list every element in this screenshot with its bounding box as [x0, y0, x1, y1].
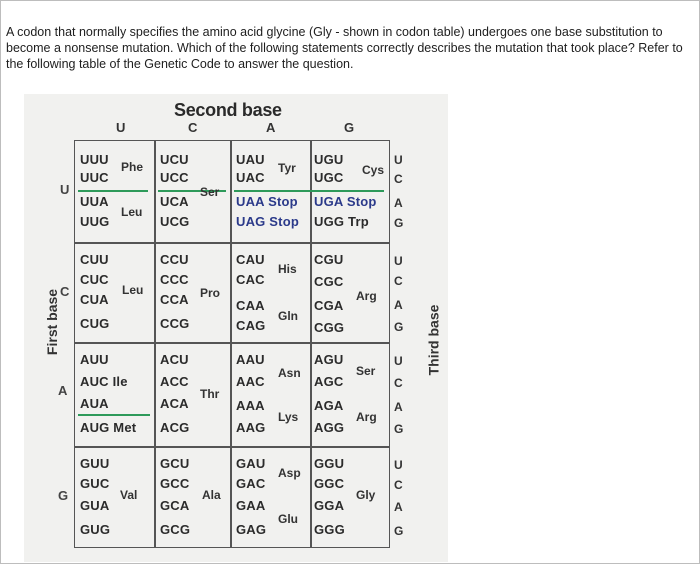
codon-ccc: CCC [160, 272, 189, 287]
codon-acc: ACC [160, 374, 189, 389]
codon-uau: UAU [236, 152, 265, 167]
codon-cca: CCA [160, 292, 189, 307]
codon-ucu: UCU [160, 152, 189, 167]
third-letter-g: G [394, 422, 404, 436]
codon-ggu: GGU [314, 456, 345, 471]
codon-uua: UUA [80, 194, 109, 209]
codon-uca: UCA [160, 194, 189, 209]
third-base-label: Third base [425, 304, 442, 376]
amino-acid-ser: Ser [200, 185, 220, 199]
codon-ccg: CCG [160, 316, 190, 331]
codon-cug: CUG [80, 316, 110, 331]
third-letter-a: A [394, 400, 403, 414]
codon-gcu: GCU [160, 456, 190, 471]
codon-uga-stop: UGA Stop [314, 194, 377, 209]
codon-uuc: UUC [80, 170, 109, 185]
amino-acid-arg: Arg [356, 410, 377, 424]
amino-acid-cys: Cys [362, 163, 385, 177]
codon-gac: GAC [236, 476, 266, 491]
codon-aua: AUA [80, 396, 109, 411]
codon-cau: CAU [236, 252, 265, 267]
codon-cuu: CUU [80, 252, 109, 267]
column-letter-a: A [266, 120, 276, 135]
amino-acid-ala: Ala [202, 488, 221, 502]
codon-ggg: GGG [314, 522, 345, 537]
codon-gug: GUG [80, 522, 111, 537]
codon-ugg-trp: UGG Trp [314, 214, 369, 229]
codon-auu: AUU [80, 352, 109, 367]
codon-gcc: GCC [160, 476, 190, 491]
amino-acid-tyr: Tyr [278, 161, 296, 175]
second-base-title: Second base [174, 100, 282, 120]
codon-uuu: UUU [80, 152, 109, 167]
codon-cga: CGA [314, 298, 344, 313]
third-letter-u: U [394, 458, 403, 472]
codon-caa: CAA [236, 298, 265, 313]
codon-cua: CUA [80, 292, 109, 307]
codon-cac: CAC [236, 272, 265, 287]
third-letter-c: C [394, 376, 403, 390]
codon-uac: UAC [236, 170, 265, 185]
codon-ugu: UGU [314, 152, 344, 167]
codon-aac: AAC [236, 374, 265, 389]
codon-ucc: UCC [160, 170, 189, 185]
third-letter-u: U [394, 354, 403, 368]
codon-uag-stop: UAG Stop [236, 214, 299, 229]
amino-acid-val: Val [120, 488, 138, 502]
codon-ggc: GGC [314, 476, 345, 491]
codon-guc: GUC [80, 476, 110, 491]
highlight-rule [78, 190, 148, 192]
amino-acid-phe: Phe [121, 160, 144, 174]
codon-ucg: UCG [160, 214, 190, 229]
codon-aag: AAG [236, 420, 266, 435]
grid-divider [230, 140, 232, 548]
codon-uug: UUG [80, 214, 110, 229]
amino-acid-asn: Asn [278, 366, 301, 380]
codon-aaa: AAA [236, 398, 265, 413]
amino-acid-glu: Glu [278, 512, 298, 526]
codon-gag: GAG [236, 522, 267, 537]
column-letter-c: C [188, 120, 198, 135]
grid-divider [154, 140, 156, 548]
first-base-label: First base [44, 288, 61, 356]
grid-divider [74, 242, 390, 244]
amino-acid-asp: Asp [278, 466, 301, 480]
codon-guu: GUU [80, 456, 110, 471]
codon-gaa: GAA [236, 498, 266, 513]
grid-divider [310, 140, 312, 548]
codon-agg: AGG [314, 420, 345, 435]
amino-acid-gln: Gln [278, 309, 298, 323]
column-letter-g: G [344, 120, 355, 135]
column-letter-u: U [116, 120, 126, 135]
amino-acid-ser: Ser [356, 364, 376, 378]
third-letter-c: C [394, 172, 403, 186]
codon-uaa-stop: UAA Stop [236, 194, 298, 209]
codon-auc-ile: AUC Ile [80, 374, 128, 389]
codon-cgg: CGG [314, 320, 345, 335]
row-letter-u: U [60, 182, 70, 197]
codon-agu: AGU [314, 352, 344, 367]
amino-acid-leu: Leu [121, 205, 143, 219]
codon-gca: GCA [160, 498, 190, 513]
codon-ugc: UGC [314, 170, 344, 185]
amino-acid-lys: Lys [278, 410, 299, 424]
third-letter-c: C [394, 274, 403, 288]
third-letter-u: U [394, 153, 403, 167]
third-letter-a: A [394, 298, 403, 312]
codon-acu: ACU [160, 352, 189, 367]
highlight-rule [234, 190, 384, 192]
codon-cgu: CGU [314, 252, 344, 267]
codon-aug-met: AUG Met [80, 420, 137, 435]
codon-gau: GAU [236, 456, 266, 471]
codon-aga: AGA [314, 398, 344, 413]
third-letter-a: A [394, 196, 403, 210]
codon-cuc: CUC [80, 272, 109, 287]
row-letter-c: C [60, 284, 70, 299]
amino-acid-gly: Gly [356, 488, 376, 502]
grid-divider [74, 446, 390, 448]
amino-acid-arg: Arg [356, 289, 377, 303]
amino-acid-leu: Leu [122, 283, 144, 297]
question-text: A codon that normally specifies the amino acid glycine (Gly - shown in codon table) undergoes one base substitution to become a nonsense mutation. Which of the following statements correctly describes the mutation that took place? Refer to the following table of the Genetic Code to answer the question. [6, 25, 683, 71]
third-letter-c: C [394, 478, 403, 492]
codon-cag: CAG [236, 318, 266, 333]
grid-divider [74, 342, 390, 344]
third-letter-g: G [394, 216, 404, 230]
amino-acid-pro: Pro [200, 286, 221, 300]
third-letter-u: U [394, 254, 403, 268]
codon-agc: AGC [314, 374, 344, 389]
highlight-rule [78, 414, 150, 416]
codon-acg: ACG [160, 420, 190, 435]
third-letter-a: A [394, 500, 403, 514]
codon-aau: AAU [236, 352, 265, 367]
amino-acid-his: His [278, 262, 297, 276]
codon-aca: ACA [160, 396, 189, 411]
third-letter-g: G [394, 524, 404, 538]
codon-ccu: CCU [160, 252, 189, 267]
row-letter-a: A [58, 383, 68, 398]
codon-gga: GGA [314, 498, 345, 513]
row-letter-g: G [58, 488, 69, 503]
codon-cgc: CGC [314, 274, 344, 289]
amino-acid-thr: Thr [200, 387, 220, 401]
codon-gcg: GCG [160, 522, 191, 537]
codon-gua: GUA [80, 498, 110, 513]
third-letter-g: G [394, 320, 404, 334]
